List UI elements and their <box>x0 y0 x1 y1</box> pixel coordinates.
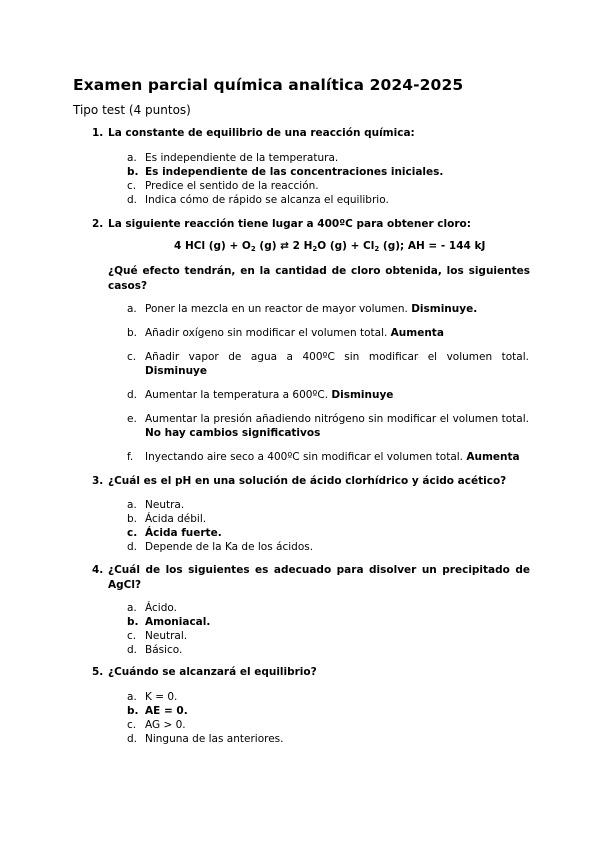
option-letter: a. <box>127 691 137 703</box>
equation-subscript: 2 <box>312 245 318 253</box>
option-letter: b. <box>127 616 139 628</box>
question-3-options <box>127 498 529 554</box>
option <box>127 629 529 643</box>
section-subtitle: Tipo test (4 puntos) <box>73 103 191 117</box>
question-5-options <box>127 690 529 746</box>
option-text: Es independiente de la temperatura. <box>145 152 339 164</box>
option <box>127 326 529 340</box>
option-letter: b. <box>127 705 139 717</box>
option-text: Añadir oxígeno sin modificar el volumen total. <box>145 327 388 339</box>
question-number: 5. <box>92 666 104 678</box>
option-letter: c. <box>127 719 137 731</box>
question-5 <box>92 665 530 680</box>
option-letter: e. <box>127 413 137 425</box>
option-answer: Aumenta <box>466 451 520 463</box>
option-correct <box>127 165 529 179</box>
option <box>127 151 529 165</box>
option-letter: d. <box>127 389 138 401</box>
option-correct <box>127 704 529 718</box>
option-text: Ácida débil. <box>145 513 207 525</box>
option-answer: Disminuye <box>145 365 208 377</box>
option <box>127 388 529 402</box>
option-letter: d. <box>127 541 138 553</box>
option <box>127 350 529 378</box>
option-text: Añadir vapor de agua a 400ºC sin modificar el volumen total. <box>145 351 529 363</box>
option <box>127 718 529 732</box>
question-number: 4. <box>92 564 104 576</box>
option-correct <box>127 526 529 540</box>
question-2-options <box>127 302 529 464</box>
option-letter: c. <box>127 630 137 642</box>
question-number: 2. <box>92 218 104 230</box>
question-text: La siguiente reacción tiene lugar a 400ºC para obtener cloro: <box>108 218 471 230</box>
question-2 <box>92 217 530 232</box>
option-text: Ninguna de las anteriores. <box>145 733 284 745</box>
option-text: Poner la mezcla en un reactor de mayor volumen. <box>145 303 408 315</box>
option-text: Neutra. <box>145 499 185 511</box>
option-text: Indica cómo de rápido se alcanza el equilibrio. <box>145 194 389 206</box>
option-letter: d. <box>127 733 138 745</box>
question-text: ¿Cuándo se alcanzará el equilibrio? <box>108 666 317 678</box>
option-text: Aumentar la presión añadiendo nitrógeno sin modificar el volumen total. <box>145 413 529 425</box>
option-answer: No hay cambios significativos <box>145 427 321 439</box>
question-text: La constante de equilibrio de una reacción química: <box>108 127 415 139</box>
option-letter: f. <box>127 451 134 463</box>
question-3 <box>92 474 530 489</box>
option-text: Inyectando aire seco a 400ºC sin modificar el volumen total. <box>145 451 464 463</box>
equation-part: (g); AH = - 144 kJ <box>379 240 486 252</box>
option <box>127 179 529 193</box>
question-number: 1. <box>92 127 104 139</box>
option-letter: b. <box>127 327 138 339</box>
page-title: Examen parcial química analítica 2024-2025 <box>73 76 464 94</box>
option-letter: c. <box>127 180 137 192</box>
sub-question-text: ¿Qué efecto tendrán, en la cantidad de cloro obtenida, los siguientes casos? <box>108 265 530 292</box>
option-answer: Aumenta <box>390 327 444 339</box>
option <box>127 690 529 704</box>
option-text: Depende de la Ka de los ácidos. <box>145 541 314 553</box>
question-text: ¿Cuál es el pH en una solución de ácido clorhídrico y ácido acético? <box>108 475 507 487</box>
equation-part: 4 HCl (g) + O <box>174 240 251 252</box>
option-text: AE = 0. <box>145 705 188 717</box>
option-text: Aumentar la temperatura a 600ºC. <box>145 389 329 401</box>
option-letter: a. <box>127 499 137 511</box>
option-text: AG > 0. <box>145 719 186 731</box>
option-answer: Disminuye. <box>411 303 478 315</box>
question-4-options <box>127 601 529 657</box>
equation-subscript: 2 <box>250 245 256 253</box>
option <box>127 412 529 440</box>
question-number: 3. <box>92 475 104 487</box>
option <box>127 193 529 207</box>
option <box>127 732 529 746</box>
equation-part: O (g) + Cl <box>317 240 375 252</box>
option-answer: Disminuye <box>331 389 394 401</box>
question-4 <box>92 563 530 593</box>
question-1 <box>92 126 530 141</box>
option-letter: b. <box>127 166 139 178</box>
option-letter: a. <box>127 152 137 164</box>
option-text: Básico. <box>145 644 183 656</box>
option-letter: a. <box>127 303 137 315</box>
option <box>127 512 529 526</box>
question-1-options <box>127 151 529 207</box>
option-letter: d. <box>127 194 138 206</box>
option-text: Neutral. <box>145 630 188 642</box>
option-letter: d. <box>127 644 138 656</box>
option-letter: c. <box>127 527 138 539</box>
option-text: Amoniacal. <box>145 616 211 628</box>
question-text: ¿Cuál de los siguientes es adecuado para disolver un precipitado de AgCl? <box>108 564 530 591</box>
option-letter: a. <box>127 602 137 614</box>
option-text: Es independiente de las concentraciones iniciales. <box>145 166 444 178</box>
option <box>127 643 529 657</box>
option-text: K = 0. <box>145 691 178 703</box>
option <box>127 498 529 512</box>
equation-subscript: 2 <box>374 245 380 253</box>
option-letter: b. <box>127 513 138 525</box>
option <box>127 601 529 615</box>
option-text: Predice el sentido de la reacción. <box>145 180 319 192</box>
option-letter: c. <box>127 351 137 363</box>
option-text: Ácido. <box>145 602 177 614</box>
option <box>127 450 529 464</box>
equation-part: (g) ⇄ 2 H <box>255 240 313 252</box>
option-correct <box>127 615 529 629</box>
option <box>127 540 529 554</box>
option <box>127 302 529 316</box>
option-text: Ácida fuerte. <box>145 527 222 539</box>
